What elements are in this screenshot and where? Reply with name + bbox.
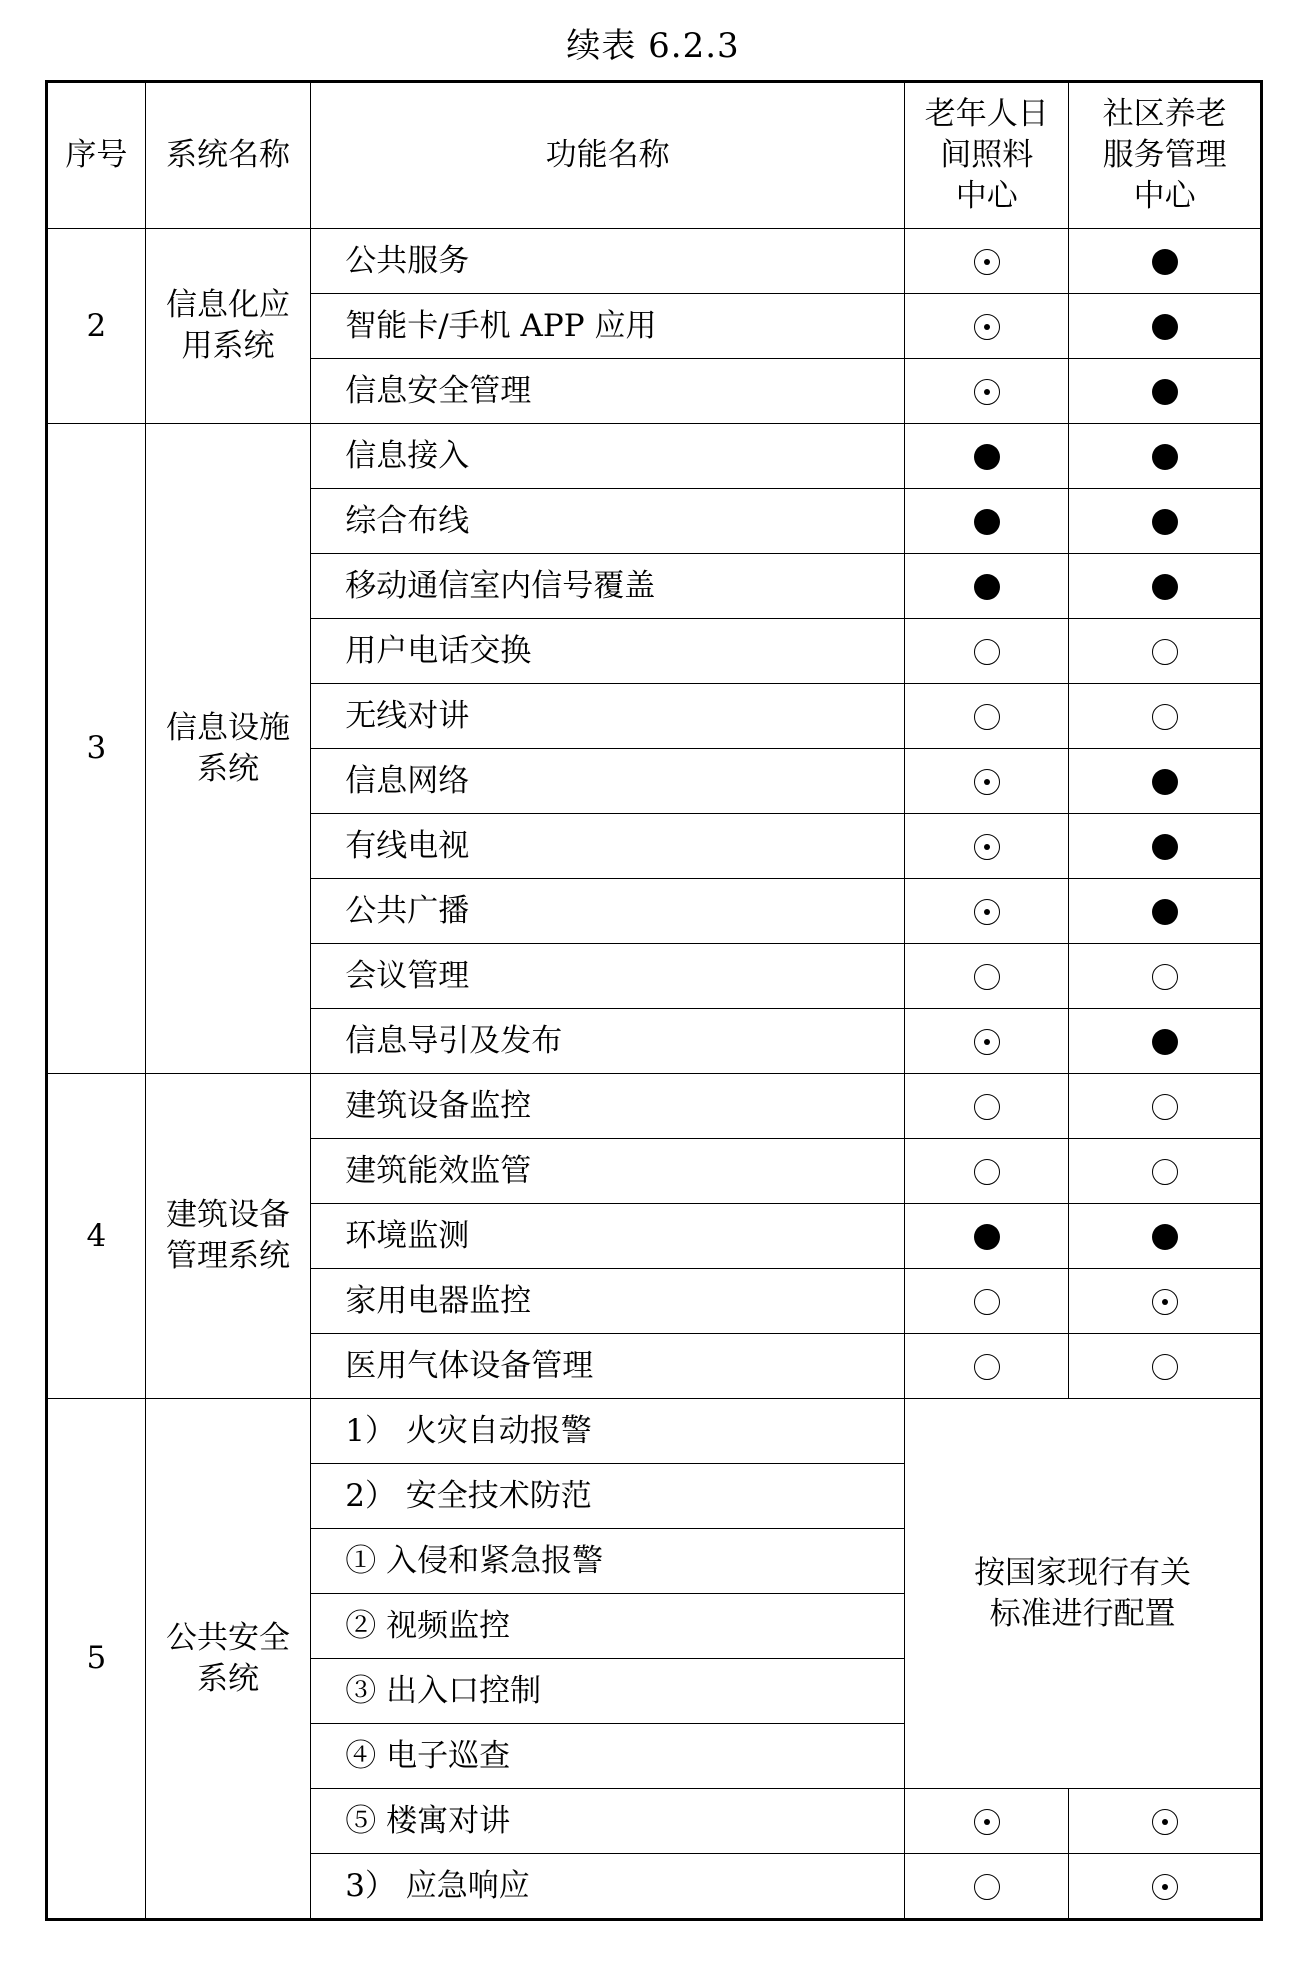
header-day-care-line: 中心 bbox=[955, 177, 1018, 214]
cell-day-care-mark bbox=[905, 554, 1069, 619]
cell-function-name: ① 入侵和紧急报警 bbox=[311, 1529, 905, 1594]
cell-function-name: 智能卡/手机 APP 应用 bbox=[311, 294, 905, 359]
filled-circle-icon bbox=[974, 1224, 1000, 1250]
cell-community-mark bbox=[1069, 489, 1262, 554]
cell-day-care-mark bbox=[905, 1789, 1069, 1854]
table-row bbox=[47, 1074, 1262, 1139]
cell-community-mark bbox=[1069, 1854, 1262, 1920]
cell-function-name: 用户电话交换 bbox=[311, 619, 905, 684]
empty-circle-icon bbox=[974, 1094, 1000, 1120]
header-function: 功能名称 bbox=[311, 82, 905, 229]
system-name-line: 管理系统 bbox=[165, 1238, 290, 1274]
filled-circle-icon bbox=[974, 574, 1000, 600]
cell-system-name bbox=[145, 1399, 310, 1920]
cell-function-name: 公共广播 bbox=[311, 879, 905, 944]
cell-community-mark bbox=[1069, 229, 1262, 294]
cell-community-mark bbox=[1069, 424, 1262, 489]
filled-circle-icon bbox=[1152, 574, 1178, 600]
cell-function-name: 无线对讲 bbox=[311, 684, 905, 749]
cell-merged-note bbox=[905, 1399, 1262, 1789]
cell-function-name: 有线电视 bbox=[311, 814, 905, 879]
cell-day-care-mark bbox=[905, 619, 1069, 684]
cell-community-mark bbox=[1069, 814, 1262, 879]
header-day-care-line: 间照料 bbox=[940, 137, 1034, 174]
filled-circle-icon bbox=[974, 509, 1000, 535]
cell-function-name: 移动通信室内信号覆盖 bbox=[311, 554, 905, 619]
cell-day-care-mark bbox=[905, 489, 1069, 554]
empty-circle-icon bbox=[974, 964, 1000, 990]
empty-circle-icon bbox=[974, 1289, 1000, 1315]
header-no: 序号 bbox=[47, 82, 146, 229]
empty-circle-icon bbox=[974, 1159, 1000, 1185]
cell-community-mark bbox=[1069, 1139, 1262, 1204]
cell-function-name: 3） 应急响应 bbox=[311, 1854, 905, 1920]
cell-function-name: 建筑能效监管 bbox=[311, 1139, 905, 1204]
dotted-circle-icon bbox=[974, 1809, 1000, 1835]
dotted-circle-icon bbox=[1152, 1874, 1178, 1900]
cell-system-name bbox=[145, 229, 310, 424]
system-name-line: 系统 bbox=[196, 1660, 259, 1697]
dotted-circle-icon bbox=[974, 834, 1000, 860]
cell-community-mark bbox=[1069, 1204, 1262, 1269]
table-body bbox=[47, 229, 1262, 1920]
cell-community-mark bbox=[1069, 1074, 1262, 1139]
cell-day-care-mark bbox=[905, 684, 1069, 749]
config-table bbox=[45, 80, 1263, 1921]
filled-circle-icon bbox=[1152, 1224, 1178, 1250]
table-row bbox=[47, 1399, 1262, 1464]
cell-day-care-mark bbox=[905, 1334, 1069, 1399]
filled-circle-icon bbox=[974, 444, 1000, 470]
cell-day-care-mark bbox=[905, 229, 1069, 294]
empty-circle-icon bbox=[974, 1874, 1000, 1900]
cell-day-care-mark bbox=[905, 294, 1069, 359]
cell-function-name: 综合布线 bbox=[311, 489, 905, 554]
cell-community-mark bbox=[1069, 944, 1262, 1009]
cell-day-care-mark bbox=[905, 1269, 1069, 1334]
cell-community-mark bbox=[1069, 294, 1262, 359]
system-name-line: 公共安全 bbox=[165, 1619, 290, 1656]
cell-function-name: 信息网络 bbox=[311, 749, 905, 814]
system-name-line: 用系统 bbox=[181, 328, 275, 364]
merged-note-line: 按国家现行有关 bbox=[974, 1554, 1192, 1591]
empty-circle-icon bbox=[974, 1354, 1000, 1380]
cell-function-name: 公共服务 bbox=[311, 229, 905, 294]
cell-community-mark bbox=[1069, 1009, 1262, 1074]
cell-function-name: ② 视频监控 bbox=[311, 1594, 905, 1659]
cell-function-name: 信息接入 bbox=[311, 424, 905, 489]
cell-day-care-mark bbox=[905, 814, 1069, 879]
empty-circle-icon bbox=[1152, 1094, 1178, 1120]
filled-circle-icon bbox=[1152, 379, 1178, 405]
cell-day-care-mark bbox=[905, 1074, 1069, 1139]
filled-circle-icon bbox=[1152, 509, 1178, 535]
cell-function-name: ③ 出入口控制 bbox=[311, 1659, 905, 1724]
cell-day-care-mark bbox=[905, 424, 1069, 489]
cell-function-name: ⑤ 楼寓对讲 bbox=[311, 1789, 905, 1854]
cell-day-care-mark bbox=[905, 749, 1069, 814]
cell-community-mark bbox=[1069, 879, 1262, 944]
empty-circle-icon bbox=[1152, 1354, 1178, 1380]
dotted-circle-icon bbox=[974, 314, 1000, 340]
cell-day-care-mark bbox=[905, 1139, 1069, 1204]
cell-day-care-mark bbox=[905, 1204, 1069, 1269]
header-community-line: 服务管理 bbox=[1102, 137, 1227, 174]
filled-circle-icon bbox=[1152, 314, 1178, 340]
cell-function-name: ④ 电子巡查 bbox=[311, 1724, 905, 1789]
empty-circle-icon bbox=[974, 639, 1000, 665]
cell-function-name: 建筑设备监控 bbox=[311, 1074, 905, 1139]
empty-circle-icon bbox=[1152, 704, 1178, 730]
header-community-line: 社区养老 bbox=[1102, 96, 1227, 133]
table-caption: 续表 6.2.3 bbox=[566, 26, 740, 66]
header-system: 系统名称 bbox=[145, 82, 310, 229]
header-day-care-center bbox=[905, 82, 1069, 229]
cell-community-mark bbox=[1069, 554, 1262, 619]
cell-no: 5 bbox=[47, 1399, 146, 1920]
dotted-circle-icon bbox=[1152, 1809, 1178, 1835]
header-community-center bbox=[1069, 82, 1262, 229]
system-name-line: 信息化应 bbox=[165, 287, 290, 324]
cell-day-care-mark bbox=[905, 944, 1069, 1009]
cell-function-name: 会议管理 bbox=[311, 944, 905, 1009]
dotted-circle-icon bbox=[974, 899, 1000, 925]
header-community-line: 中心 bbox=[1133, 177, 1196, 214]
cell-function-name: 信息安全管理 bbox=[311, 359, 905, 424]
empty-circle-icon bbox=[1152, 639, 1178, 665]
cell-day-care-mark bbox=[905, 359, 1069, 424]
header-row bbox=[47, 82, 1262, 229]
cell-no: 3 bbox=[47, 424, 146, 1074]
cell-no: 4 bbox=[47, 1074, 146, 1399]
cell-community-mark bbox=[1069, 619, 1262, 684]
dotted-circle-icon bbox=[1152, 1289, 1178, 1315]
cell-day-care-mark bbox=[905, 1854, 1069, 1920]
cell-function-name: 信息导引及发布 bbox=[311, 1009, 905, 1074]
filled-circle-icon bbox=[1152, 249, 1178, 275]
table-row bbox=[47, 424, 1262, 489]
cell-community-mark bbox=[1069, 1269, 1262, 1334]
system-name-line: 信息设施 bbox=[165, 709, 290, 746]
dotted-circle-icon bbox=[974, 379, 1000, 405]
cell-function-name: 环境监测 bbox=[311, 1204, 905, 1269]
cell-day-care-mark bbox=[905, 1009, 1069, 1074]
cell-function-name: 家用电器监控 bbox=[311, 1269, 905, 1334]
merged-note-line: 标准进行配置 bbox=[989, 1595, 1176, 1632]
cell-function-name: 1） 火灾自动报警 bbox=[311, 1399, 905, 1464]
empty-circle-icon bbox=[1152, 1159, 1178, 1185]
cell-community-mark bbox=[1069, 359, 1262, 424]
filled-circle-icon bbox=[1152, 899, 1178, 925]
cell-community-mark bbox=[1069, 749, 1262, 814]
cell-day-care-mark bbox=[905, 879, 1069, 944]
table-row bbox=[47, 229, 1262, 294]
dotted-circle-icon bbox=[974, 249, 1000, 275]
dotted-circle-icon bbox=[974, 1029, 1000, 1055]
cell-function-name: 医用气体设备管理 bbox=[311, 1334, 905, 1399]
cell-community-mark bbox=[1069, 1789, 1262, 1854]
filled-circle-icon bbox=[1152, 834, 1178, 860]
filled-circle-icon bbox=[1152, 1029, 1178, 1055]
filled-circle-icon bbox=[1152, 769, 1178, 795]
cell-community-mark bbox=[1069, 1334, 1262, 1399]
header-day-care-line: 老年人日 bbox=[924, 96, 1049, 133]
cell-community-mark bbox=[1069, 684, 1262, 749]
system-name-line: 建筑设备 bbox=[165, 1197, 290, 1234]
cell-system-name bbox=[145, 1074, 310, 1399]
cell-no: 2 bbox=[47, 229, 146, 424]
filled-circle-icon bbox=[1152, 444, 1178, 470]
cell-system-name bbox=[145, 424, 310, 1074]
dotted-circle-icon bbox=[974, 769, 1000, 795]
system-name-line: 系统 bbox=[196, 750, 259, 787]
empty-circle-icon bbox=[1152, 964, 1178, 990]
cell-function-name: 2） 安全技术防范 bbox=[311, 1464, 905, 1529]
empty-circle-icon bbox=[974, 704, 1000, 730]
